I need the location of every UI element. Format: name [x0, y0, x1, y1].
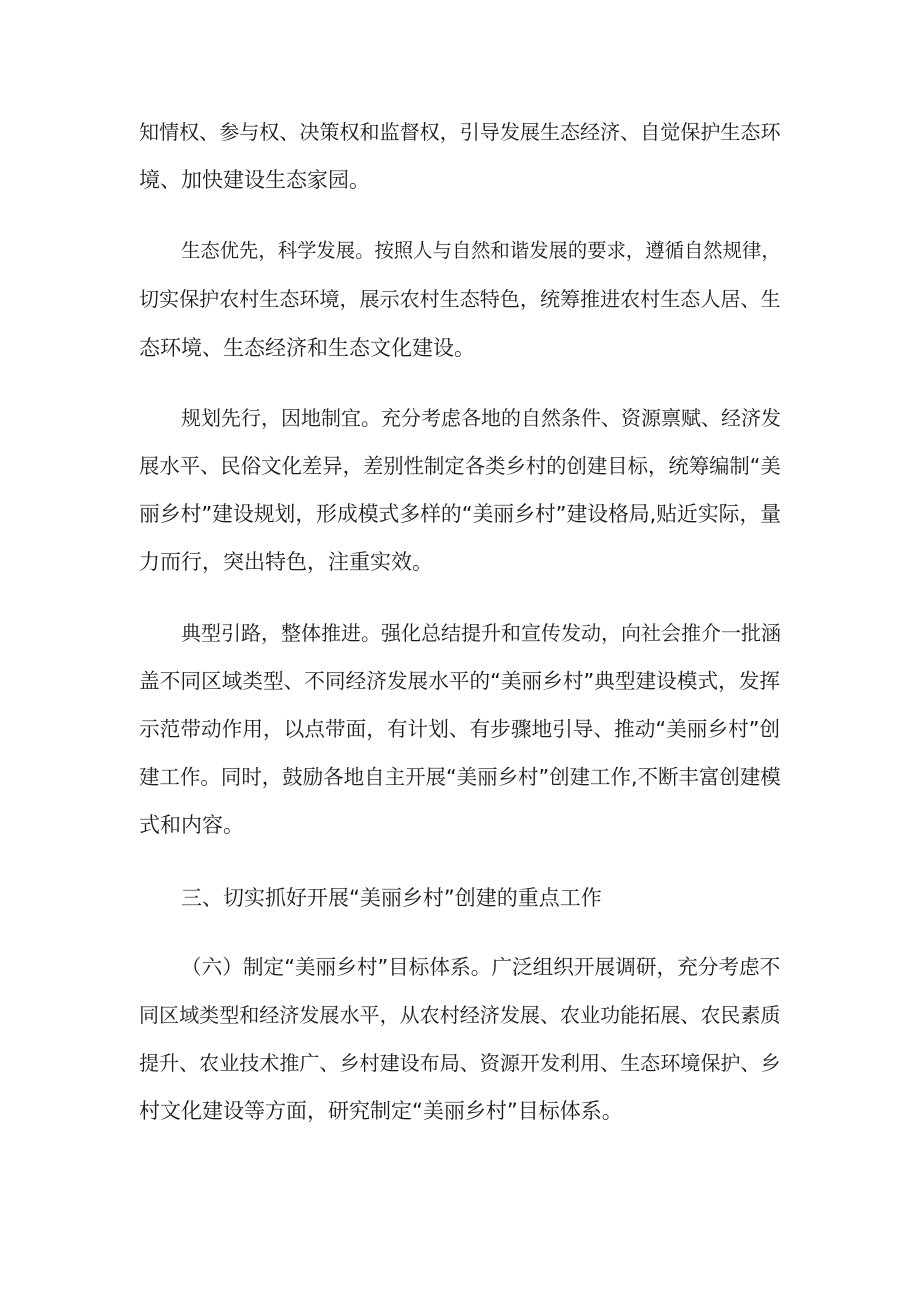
paragraph-line: 盖不同区域类型、不同经济发展水平的“美丽乡村”典型建设模式，发挥	[139, 669, 781, 693]
paragraph-line: 提升、农业技术推广、乡村建设布局、资源开发利用、生态环境保护、乡	[139, 1051, 781, 1075]
paragraph-line: 村文化建设等方面，研究制定“美丽乡村”目标体系。	[139, 1099, 623, 1123]
paragraph-line: 典型引路，整体推进。强化总结提升和宣传发动，向社会推介一批涵	[181, 621, 781, 645]
paragraph-line: 态环境、生态经济和生态文化建设。	[139, 336, 475, 360]
paragraph-line: 规划先行，因地制宜。充分考虑各地的自然条件、资源禀赋、经济发	[181, 406, 781, 430]
paragraph-line: 同区域类型和经济发展水平，从农村经济发展、农业功能拓展、农民素质	[139, 1003, 781, 1027]
paragraph-line: 切实保护农村生态环境，展示农村生态特色，统筹推进农村生态人居、生	[139, 287, 781, 311]
paragraph-line: 力而行，突出特色，注重实效。	[139, 550, 433, 574]
paragraph-line: 知情权、参与权、决策权和监督权，引导发展生态经济、自觉保护生态环	[139, 120, 781, 144]
paragraph-line: 丽乡村”建设规划，形成模式多样的“美丽乡村”建设格局,贴近实际，量	[139, 502, 782, 526]
paragraph-line: 示范带动作用，以点带面，有计划、有步骤地引导、推动“美丽乡村”创	[139, 717, 781, 741]
paragraph-line: （六）制定“美丽乡村”目标体系。广泛组织开展调研，充分考虑不	[181, 955, 781, 979]
paragraph-line: 生态优先，科学发展。按照人与自然和谐发展的要求，遵循自然规律，	[181, 239, 781, 262]
paragraph-line: 建工作。同时，鼓励各地自主开展“美丽乡村”创建工作,不断丰富创建模	[139, 765, 781, 789]
paragraph-line: 展水平、民俗文化差异，差别性制定各类乡村的创建目标，统筹编制“美	[139, 454, 781, 478]
paragraph-line: 式和内容。	[139, 813, 244, 837]
section-heading: 三、切实抓好开展“美丽乡村”创建的重点工作	[181, 886, 602, 910]
paragraph-line: 境、加快建设生态家园。	[139, 168, 370, 192]
